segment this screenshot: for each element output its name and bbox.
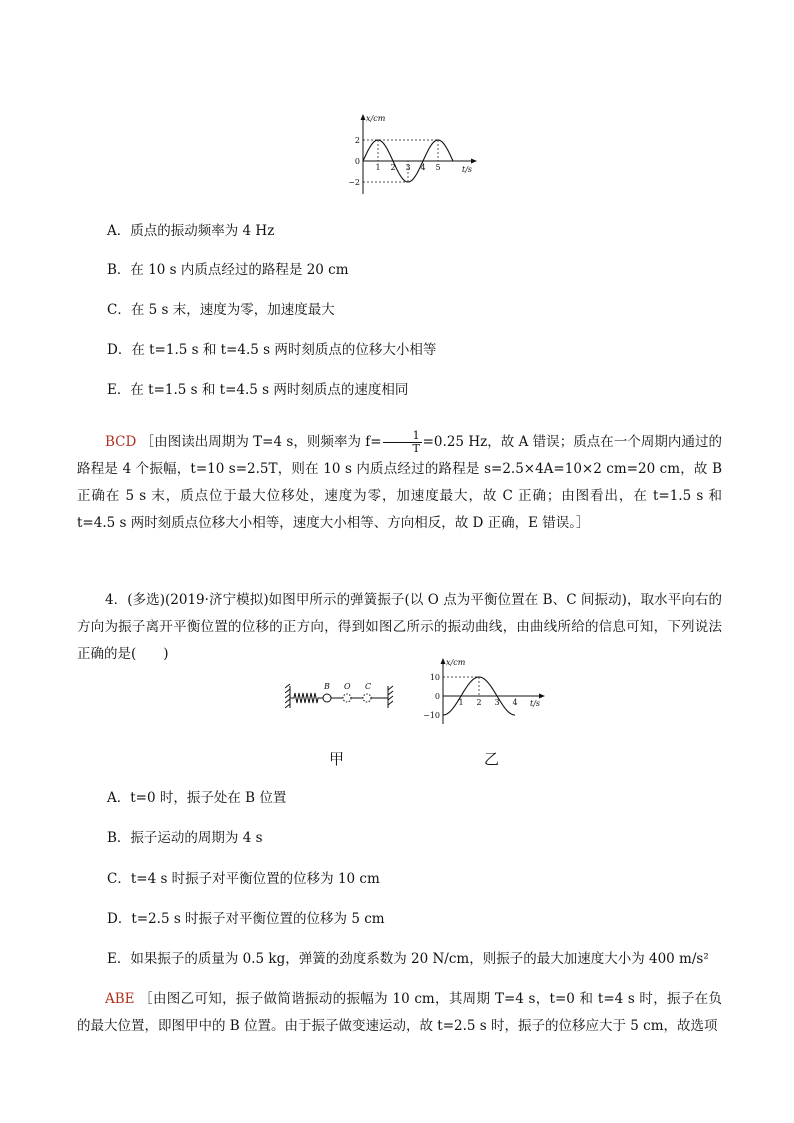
equilibrium-position-o (343, 694, 351, 702)
q4-option-e: E．如果振子的质量为 0.5 kg，弹簧的劲度系数为 20 N/cm，则振子的最大加速度大小为 400 m/s² (107, 951, 709, 967)
q3-x-arrow (471, 159, 477, 164)
q4-answer: ABE (105, 991, 135, 1007)
q3-option-e: E．在 t=1.5 s 和 t=4.5 s 两时刻质点的速度相同 (107, 382, 409, 398)
q3-xlabel: t/s (462, 165, 473, 174)
position-c (363, 694, 371, 702)
q3-explain-part1: ［由图读出周期为 T=4 s，则频率为 f= (140, 434, 382, 450)
q4-explanation (77, 986, 722, 1040)
q3-ylabel: x/cm (366, 114, 386, 123)
q4-x-arrow (539, 694, 545, 699)
label-c: C (365, 682, 372, 691)
q3-xtick-label: 2 (390, 163, 396, 172)
figure-label-yi: 乙 (484, 750, 500, 768)
q3-xtick-label: 3 (405, 163, 411, 172)
q4-xtick-label: 4 (512, 698, 518, 707)
q4-vibration-chart (418, 656, 548, 726)
q4-xtick-label: 1 (458, 698, 464, 707)
q3-explain-part2: =0.25 Hz，故 A 错误；质点在一个周期内通过的路程是 4 个振幅，t=10 s=2.5T，则在 10 s 内质点经过的路程是 s=2.5×4A=10×2 cm=20 cm，故 B 正确在 5 s 末，质点位于最大位移处，速度为零，加速度最大，故 C 正确；由图看出，在 t=1.5 s 和 t=4.5 s 两时刻质点位移大小相等，速度大小相等、方向相反，故 D 正确，E 错误。］ (77, 434, 723, 531)
q4-ytick-label: 0 (434, 692, 440, 701)
q4-xtick-label: 2 (476, 698, 482, 707)
q3-vibration-chart (340, 112, 480, 197)
q3-xtick-label: 1 (375, 163, 381, 172)
label-b: B (324, 682, 330, 691)
q3-option-a: A．质点的振动频率为 4 Hz (107, 223, 275, 239)
figure-label-jia: 甲 (329, 750, 345, 768)
q3-option-b: B．在 10 s 内质点经过的路程是 20 cm (107, 262, 349, 278)
fraction-1-over-t: $\frac{1}{T}$ (383, 430, 422, 455)
q3-option-d: D．在 t=1.5 s 和 t=4.5 s 两时刻质点的位移大小相等 (107, 342, 437, 358)
q4-option-a: A．t=0 时，振子处在 B 位置 (107, 790, 287, 806)
q4-option-d: D．t=2.5 s 时振子对平衡位置的位移为 5 cm (107, 911, 385, 927)
q3-ytick-label: 0 (354, 157, 360, 166)
q4-spring-oscillator-figure (285, 678, 395, 714)
q3-xtick-label: 4 (420, 163, 426, 172)
q4-y-arrow (441, 658, 446, 664)
q3-explanation (77, 429, 722, 537)
q4-ytick-label: 10 (429, 673, 440, 682)
q3-ytick-label: −2 (348, 178, 360, 187)
q4-explain-text: ［由图乙可知，振子做简谐振动的振幅为 10 cm，其周期 T=4 s，t=0 和 t=4 s 时，振子在负的最大位置，即图甲中的 B 位置。由于振子做变速运动，故 t=2.5 s 时，振子的位移应大于 5 cm，故选项 (77, 991, 722, 1034)
label-o: O (344, 682, 351, 691)
spring-coil (290, 693, 323, 703)
q4-ylabel: x/cm (446, 658, 466, 667)
q4-xtick-label: 3 (494, 698, 500, 707)
oscillator-ball-b (323, 694, 331, 702)
q3-xtick-label: 5 (435, 163, 441, 172)
q3-answer: BCD (105, 434, 137, 450)
q4-stem: 4．(多选)(2019·济宁模拟)如图甲所示的弹簧振子(以 O 点为平衡位置在 B、C 间振动)，取水平向右的方向为振子离开平衡位置的位移的正方向，得到如图乙所示的振动曲线，由曲线所给的信息可知，下列说法正确的是( ) (77, 592, 722, 662)
q4-option-c: C．t=4 s 时振子对平衡位置的位移为 10 cm (107, 871, 380, 887)
q4-option-b: B．振子运动的周期为 4 s (107, 830, 263, 846)
q4-xlabel: t/s (530, 699, 541, 708)
q3-ytick-label: 2 (354, 136, 360, 145)
q4-ytick-label: −10 (423, 711, 440, 720)
q3-y-arrow (361, 114, 366, 120)
q3-option-c: C．在 5 s 末，速度为零，加速度最大 (107, 302, 335, 318)
